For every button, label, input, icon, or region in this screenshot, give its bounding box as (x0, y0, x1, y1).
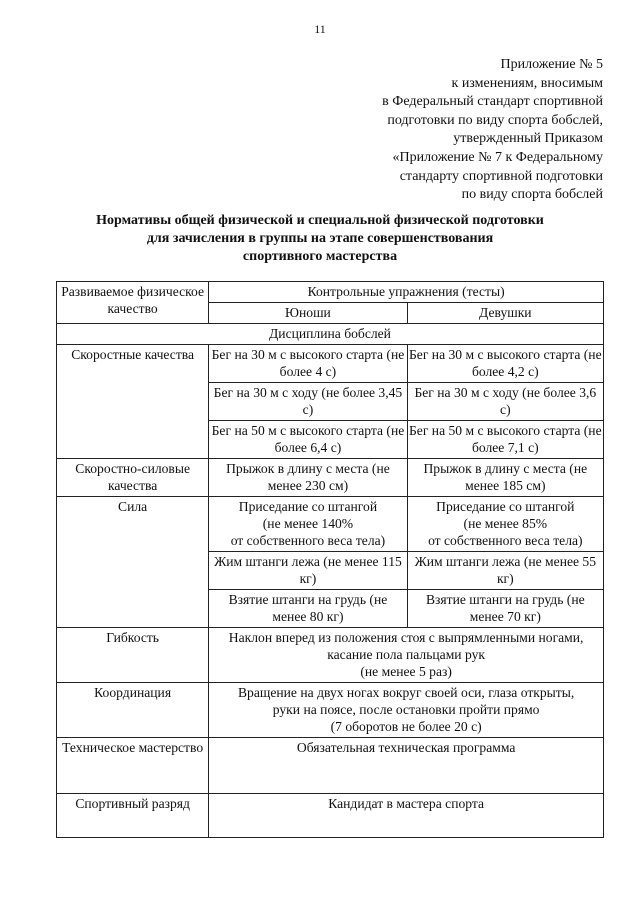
table-header-row (57, 282, 604, 303)
title-line: для зачисления в группы на этапе совершенствования (146, 231, 494, 246)
appendix-line: подготовки по виду спорта бобслей, (387, 112, 603, 128)
table-row (57, 683, 604, 738)
appendix-line: утвержденный Приказом (453, 131, 603, 147)
test-cell-common (209, 683, 604, 738)
test-line: от собственного веса тела) (428, 533, 583, 548)
test-line: Вращение на двух ногах вокруг своей оси, глаза открыты, (237, 685, 575, 700)
table-row (57, 459, 604, 497)
appendix-line: «Приложение № 7 к Федеральному (392, 149, 603, 165)
table-row (57, 628, 604, 683)
test-line: (не менее 140% (262, 516, 354, 531)
appendix-header (382, 56, 603, 205)
test-cell-girls (407, 497, 603, 552)
test-line: касание пола пальцами рук (327, 647, 486, 662)
appendix-line: в Федеральный стандарт спортивной (382, 94, 603, 110)
header-tests: Контрольные упражнения (тесты) (209, 282, 604, 303)
table-row (57, 345, 604, 383)
test-cell-boys: Бег на 50 м с высокого старта (не более 6,4 с) (209, 421, 407, 459)
test-cell-common: Кандидат в мастера спорта (209, 794, 604, 838)
test-line: (7 оборотов не более 20 с) (330, 719, 482, 734)
test-cell-boys: Взятие штанги на грудь (не менее 80 кг) (209, 590, 407, 628)
quality-cell: Координация (57, 683, 209, 738)
test-line: руки на поясе, после остановки пройти прямо (272, 702, 540, 717)
test-line: от собственного веса тела) (230, 533, 386, 548)
test-cell-girls: Бег на 30 м с высокого старта (не более 4,2 с) (407, 345, 603, 383)
appendix-line: по виду спорта бобслей (461, 187, 603, 203)
norms-table (56, 281, 604, 838)
title-line: спортивного мастерства (242, 249, 398, 264)
test-line: Приседание со штангой (436, 499, 575, 514)
appendix-line: Приложение № 5 (500, 57, 603, 72)
table-row (57, 497, 604, 552)
test-line: (не менее 85% (463, 516, 548, 531)
test-cell-girls: Прыжок в длину с места (не менее 185 см) (407, 459, 603, 497)
quality-cell: Скоростно-силовые качества (57, 459, 209, 497)
header-boys: Юноши (209, 303, 407, 324)
test-cell-girls: Жим штанги лежа (не менее 55 кг) (407, 552, 603, 590)
test-line: Приседание со штангой (238, 499, 378, 514)
table-row (57, 794, 604, 838)
quality-cell: Скоростные качества (57, 345, 209, 459)
test-cell-girls: Взятие штанги на грудь (не менее 70 кг) (407, 590, 603, 628)
header-girls: Девушки (407, 303, 603, 324)
test-cell-boys: Бег на 30 м с ходу (не более 3,45 с) (209, 383, 407, 421)
quality-cell: Сила (57, 497, 209, 628)
test-line: Наклон вперед из положения стоя с выпрямленными ногами, (228, 630, 584, 645)
test-cell-common: Обязательная техническая программа (209, 738, 604, 794)
page-number: 11 (314, 22, 326, 36)
test-line: (не менее 5 раз) (360, 664, 452, 679)
quality-cell: Техническое мастерство (57, 738, 209, 794)
test-cell-girls: Бег на 30 м с ходу (не более 3,6 с) (407, 383, 603, 421)
discipline-label: Дисциплина бобслей (57, 324, 604, 345)
quality-cell: Спортивный разряд (57, 794, 209, 838)
quality-cell: Гибкость (57, 628, 209, 683)
header-quality: Развиваемое физическое качество (57, 282, 209, 324)
discipline-row (57, 324, 604, 345)
appendix-line: стандарту спортивной подготовки (399, 168, 603, 184)
test-cell-common (209, 628, 604, 683)
appendix-line: к изменениям, вносимым (451, 75, 603, 91)
test-cell-girls: Бег на 50 м с высокого старта (не более 7,1 с) (407, 421, 603, 459)
title-line: Нормативы общей физической и специальной физической подготовки (96, 213, 544, 228)
test-cell-boys (209, 497, 407, 552)
table-row (57, 738, 604, 794)
test-cell-boys: Прыжок в длину с места (не менее 230 см) (209, 459, 407, 497)
test-cell-boys: Жим штанги лежа (не менее 115 кг) (209, 552, 407, 590)
test-cell-boys: Бег на 30 м с высокого старта (не более 4 с) (209, 345, 407, 383)
document-title (0, 212, 640, 266)
